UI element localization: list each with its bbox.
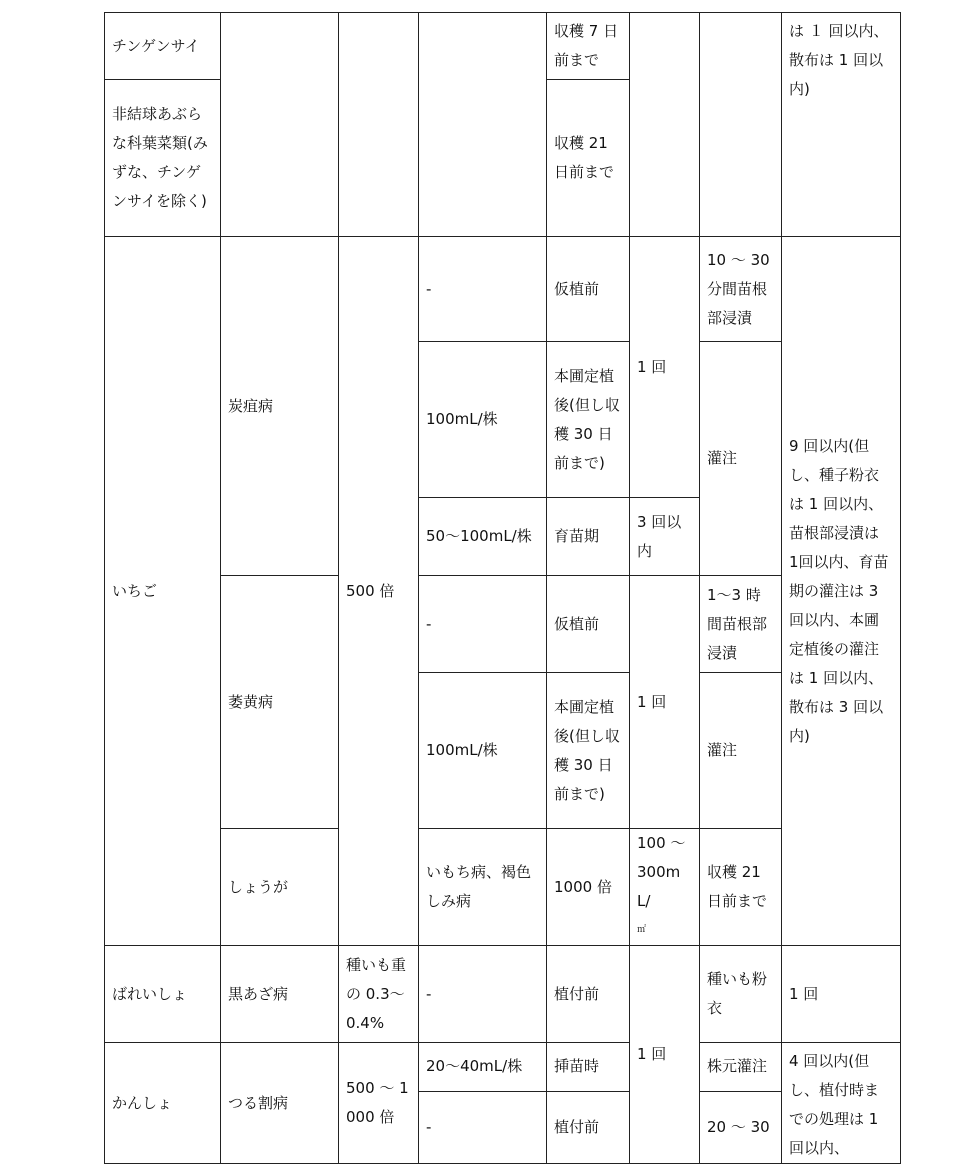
crop-cell: かんしょ bbox=[105, 1043, 221, 1164]
pesticide-usage-table bbox=[104, 12, 901, 1164]
table-row-kansho-1 bbox=[105, 1043, 901, 1092]
disease-cell: 炭疽病 bbox=[221, 237, 339, 576]
crop-cell: しょうが bbox=[221, 829, 339, 946]
disease-cell: 黒あざ病 bbox=[221, 946, 339, 1043]
count-cell: 1 回 bbox=[630, 237, 700, 498]
crop-cell: チンゲンサイ bbox=[105, 13, 221, 80]
count-cell: 3 回以内 bbox=[630, 498, 700, 576]
dilution-cell: 1000 倍 bbox=[547, 829, 630, 946]
method-cell: 20 ～ 30 bbox=[700, 1091, 782, 1163]
amount-cell: - bbox=[419, 576, 547, 673]
table-row-ichigo-4 bbox=[105, 576, 901, 673]
amount-cell bbox=[419, 13, 547, 237]
timing-cell: 収穫 21 日前まで bbox=[547, 80, 630, 237]
amount-text: 100 ～ 300mL/ bbox=[637, 834, 686, 910]
table-row-shouga bbox=[105, 829, 901, 946]
amount-cell: - bbox=[419, 1091, 547, 1163]
total-use-cell: 9 回以内(但し、種子粉衣は 1 回以内、苗根部浸漬は 1回以内、育苗期の灌注は 3 回以内、本圃定植後の灌注は 1 回以内、散布は 3 回以内) bbox=[782, 237, 901, 946]
total-use-cell: 1 回 bbox=[782, 946, 901, 1043]
total-use-cell: 4 回以内(但し、植付時までの処理は 1 回以内、 bbox=[782, 1043, 901, 1164]
method-cell: 10 ～ 30 分間苗根部浸漬 bbox=[700, 237, 782, 342]
timing-cell: 収穫 21 日前まで bbox=[700, 829, 782, 946]
amount-cell: 20～40mL/株 bbox=[419, 1043, 547, 1092]
dilution-cell: 500 倍 bbox=[339, 237, 419, 946]
disease-cell: 萎黄病 bbox=[221, 576, 339, 829]
amount-cell: - bbox=[419, 946, 547, 1043]
dilution-cell: 種いも重の 0.3～0.4% bbox=[339, 946, 419, 1043]
method-cell bbox=[700, 13, 782, 237]
disease-cell: いもち病、褐色しみ病 bbox=[419, 829, 547, 946]
amount-cell: 100mL/株 bbox=[419, 342, 547, 498]
timing-cell: 本圃定植後(但し収穫 30 日前まで) bbox=[547, 342, 630, 498]
timing-cell: 仮植前 bbox=[547, 237, 630, 342]
amount-unit: ㎡ bbox=[637, 925, 647, 935]
disease-cell bbox=[221, 13, 339, 237]
timing-cell: 本圃定植後(但し収穫 30 日前まで) bbox=[547, 673, 630, 829]
method-cell: 灌注 bbox=[700, 342, 782, 576]
method-cell: 種いも粉衣 bbox=[700, 946, 782, 1043]
crop-cell: 非結球あぶらな科葉菜類(みずな、チンゲンサイを除く) bbox=[105, 80, 221, 237]
timing-cell: 仮植前 bbox=[547, 576, 630, 673]
amount-cell: 100mL/株 bbox=[419, 673, 547, 829]
table-row-chingensai bbox=[105, 13, 901, 80]
timing-cell: 植付前 bbox=[547, 1091, 630, 1163]
crop-cell: ばれいしょ bbox=[105, 946, 221, 1043]
count-cell: 1 回 bbox=[630, 576, 700, 829]
amount-cell: - bbox=[419, 237, 547, 342]
amount-cell: 50～100mL/株 bbox=[419, 498, 547, 576]
timing-cell: 育苗期 bbox=[547, 498, 630, 576]
count-cell: 1 回 bbox=[630, 946, 700, 1164]
count-cell bbox=[630, 13, 700, 237]
timing-cell: 挿苗時 bbox=[547, 1043, 630, 1092]
disease-cell: つる割病 bbox=[221, 1043, 339, 1164]
method-cell: 株元灌注 bbox=[700, 1043, 782, 1092]
total-use-cell: は １ 回以内、散布は 1 回以内) bbox=[782, 13, 901, 237]
dilution-cell bbox=[339, 13, 419, 237]
method-cell: 灌注 bbox=[700, 673, 782, 829]
timing-cell: 収穫 7 日前まで bbox=[547, 13, 630, 80]
table-row-bareisho bbox=[105, 946, 901, 1043]
timing-cell: 植付前 bbox=[547, 946, 630, 1043]
dilution-cell: 500 ～ 1000 倍 bbox=[339, 1043, 419, 1164]
crop-cell: いちご bbox=[105, 237, 221, 946]
table-row-ichigo-1 bbox=[105, 237, 901, 342]
method-cell: 1～3 時間苗根部浸漬 bbox=[700, 576, 782, 673]
amount-cell bbox=[630, 829, 700, 946]
